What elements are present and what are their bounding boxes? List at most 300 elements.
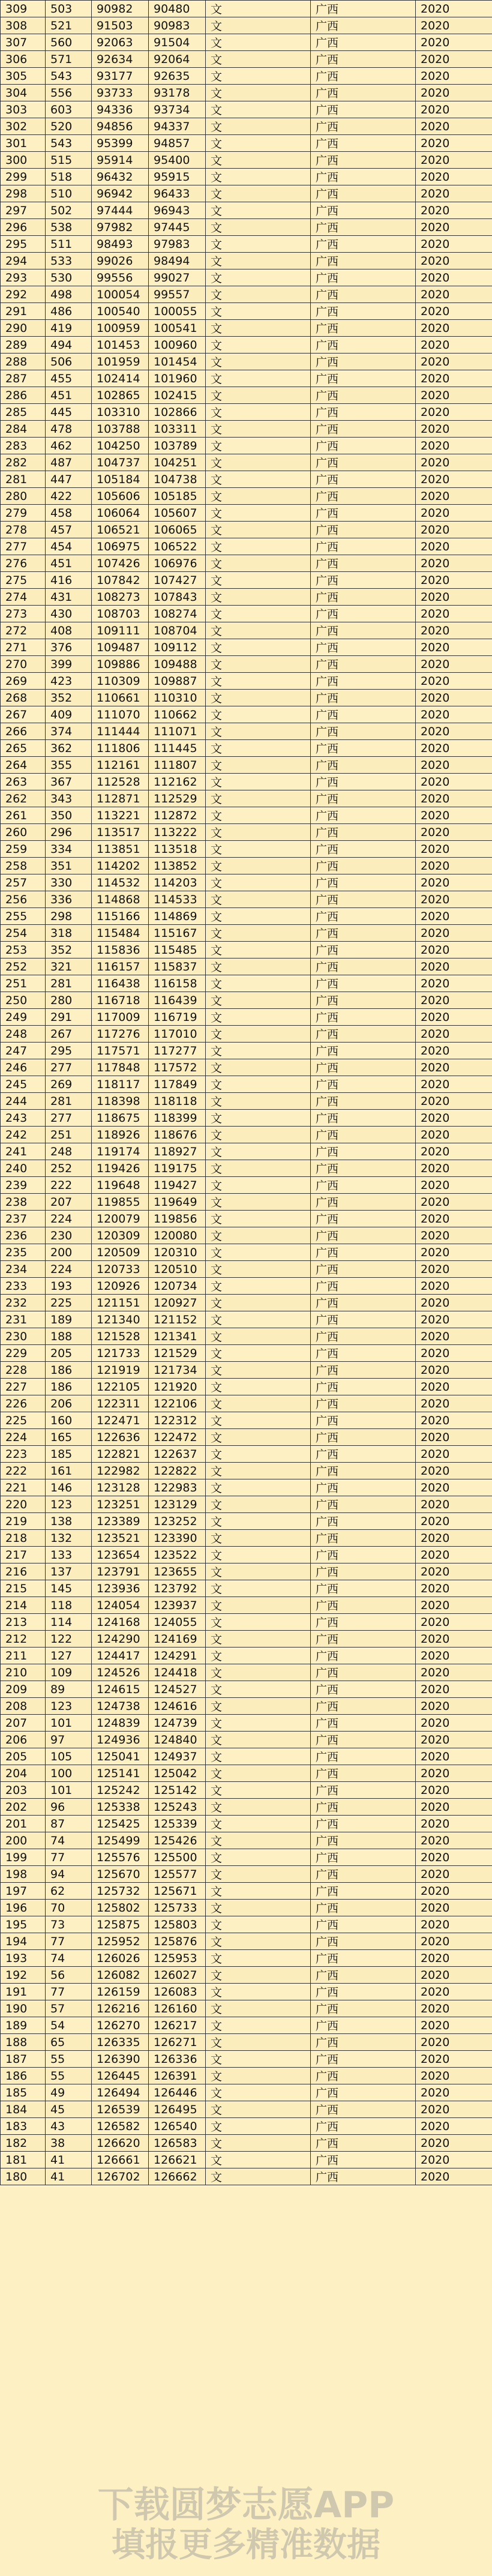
rank-low-cell: 105185 [149, 488, 206, 505]
subject-cell: 文 [206, 1984, 311, 2000]
rank-low-cell: 109887 [149, 673, 206, 690]
rank-high-cell: 94856 [92, 118, 149, 135]
province-cell: 广西 [311, 1412, 416, 1429]
rank-high-cell: 120926 [92, 1278, 149, 1295]
province-cell: 广西 [311, 1328, 416, 1345]
rank-high-cell: 124839 [92, 1715, 149, 1732]
rank-high-cell: 125242 [92, 1782, 149, 1799]
rank-low-cell: 124739 [149, 1715, 206, 1732]
score-cell: 214 [1, 1597, 46, 1614]
rank-low-cell: 111071 [149, 723, 206, 740]
province-cell: 广西 [311, 454, 416, 471]
table-row [1, 1513, 492, 1530]
province-cell: 广西 [311, 1177, 416, 1194]
rank-low-cell: 106976 [149, 555, 206, 572]
province-cell: 广西 [311, 891, 416, 908]
rank-low-cell: 115167 [149, 925, 206, 942]
table-row [1, 1026, 492, 1043]
rank-high-cell: 122821 [92, 1446, 149, 1463]
count-cell: 295 [46, 1043, 92, 1059]
province-cell: 广西 [311, 1463, 416, 1479]
table-row [1, 1732, 492, 1748]
subject-cell: 文 [206, 2017, 311, 2034]
year-cell: 2020 [416, 1866, 492, 1883]
subject-cell: 文 [206, 1463, 311, 1479]
rank-low-cell: 99557 [149, 286, 206, 303]
subject-cell: 文 [206, 219, 311, 236]
province-cell: 广西 [311, 656, 416, 673]
province-cell: 广西 [311, 236, 416, 253]
rank-low-cell: 123937 [149, 1597, 206, 1614]
score-cell: 271 [1, 639, 46, 656]
rank-low-cell: 118927 [149, 1143, 206, 1160]
score-cell: 307 [1, 34, 46, 51]
count-cell: 330 [46, 874, 92, 891]
rank-low-cell: 123522 [149, 1547, 206, 1563]
table-row [1, 1563, 492, 1580]
rank-low-cell: 117849 [149, 1076, 206, 1093]
score-cell: 233 [1, 1278, 46, 1295]
subject-cell: 文 [206, 522, 311, 538]
year-cell: 2020 [416, 2017, 492, 2034]
score-cell: 269 [1, 673, 46, 690]
subject-cell: 文 [206, 1681, 311, 1698]
score-cell: 251 [1, 975, 46, 992]
table-row [1, 1412, 492, 1429]
subject-cell: 文 [206, 790, 311, 807]
rank-high-cell: 125670 [92, 1866, 149, 1883]
score-cell: 192 [1, 1967, 46, 1984]
count-cell: 399 [46, 656, 92, 673]
score-cell: 278 [1, 522, 46, 538]
rank-high-cell: 116157 [92, 958, 149, 975]
province-cell: 广西 [311, 522, 416, 538]
count-cell: 230 [46, 1227, 92, 1244]
count-cell: 87 [46, 1816, 92, 1832]
rank-low-cell: 126495 [149, 2101, 206, 2118]
subject-cell: 文 [206, 807, 311, 824]
rank-high-cell: 120079 [92, 1211, 149, 1227]
year-cell: 2020 [416, 690, 492, 706]
province-cell: 广西 [311, 690, 416, 706]
year-cell: 2020 [416, 236, 492, 253]
province-cell: 广西 [311, 1127, 416, 1143]
table-row [1, 269, 492, 286]
province-cell: 广西 [311, 118, 416, 135]
province-cell: 广西 [311, 2034, 416, 2051]
year-cell: 2020 [416, 858, 492, 874]
rank-low-cell: 112162 [149, 774, 206, 790]
year-cell: 2020 [416, 908, 492, 925]
rank-high-cell: 125952 [92, 1933, 149, 1950]
province-cell: 广西 [311, 17, 416, 34]
subject-cell: 文 [206, 337, 311, 354]
count-cell: 334 [46, 841, 92, 858]
table-row [1, 1463, 492, 1479]
rank-high-cell: 124615 [92, 1681, 149, 1698]
subject-cell: 文 [206, 874, 311, 891]
year-cell: 2020 [416, 68, 492, 85]
year-cell: 2020 [416, 1160, 492, 1177]
rank-low-cell: 125803 [149, 1916, 206, 1933]
score-cell: 246 [1, 1059, 46, 1076]
rank-low-cell: 119427 [149, 1177, 206, 1194]
rank-low-cell: 116439 [149, 992, 206, 1009]
count-cell: 445 [46, 404, 92, 421]
subject-cell: 文 [206, 17, 311, 34]
rank-high-cell: 111806 [92, 740, 149, 757]
count-cell: 224 [46, 1261, 92, 1278]
subject-cell: 文 [206, 1614, 311, 1631]
rank-low-cell: 113222 [149, 824, 206, 841]
count-cell: 556 [46, 85, 92, 101]
rank-high-cell: 119648 [92, 1177, 149, 1194]
province-cell: 广西 [311, 1479, 416, 1496]
year-cell: 2020 [416, 1933, 492, 1950]
rank-high-cell: 126661 [92, 2152, 149, 2168]
score-cell: 272 [1, 622, 46, 639]
count-cell: 89 [46, 1681, 92, 1698]
rank-low-cell: 94337 [149, 118, 206, 135]
score-cell: 292 [1, 286, 46, 303]
rank-high-cell: 91503 [92, 17, 149, 34]
province-cell: 广西 [311, 2017, 416, 2034]
subject-cell: 文 [206, 1513, 311, 1530]
count-cell: 57 [46, 2000, 92, 2017]
score-cell: 249 [1, 1009, 46, 1026]
province-cell: 广西 [311, 286, 416, 303]
score-cell: 239 [1, 1177, 46, 1194]
rank-low-cell: 109112 [149, 639, 206, 656]
province-cell: 广西 [311, 1043, 416, 1059]
subject-cell: 文 [206, 774, 311, 790]
count-cell: 351 [46, 858, 92, 874]
subject-cell: 文 [206, 1194, 311, 1211]
year-cell: 2020 [416, 1916, 492, 1933]
table-row [1, 1933, 492, 1950]
score-cell: 232 [1, 1295, 46, 1311]
count-cell: 280 [46, 992, 92, 1009]
subject-cell: 文 [206, 606, 311, 622]
score-cell: 274 [1, 589, 46, 606]
rank-high-cell: 93177 [92, 68, 149, 85]
rank-high-cell: 122982 [92, 1463, 149, 1479]
score-cell: 221 [1, 1479, 46, 1496]
subject-cell: 文 [206, 1076, 311, 1093]
score-cell: 289 [1, 337, 46, 354]
rank-low-cell: 124937 [149, 1748, 206, 1765]
rank-low-cell: 106522 [149, 538, 206, 555]
count-cell: 267 [46, 1026, 92, 1043]
score-cell: 196 [1, 1900, 46, 1916]
count-cell: 224 [46, 1211, 92, 1227]
rank-high-cell: 103310 [92, 404, 149, 421]
subject-cell: 文 [206, 185, 311, 202]
province-cell: 广西 [311, 320, 416, 337]
subject-cell: 文 [206, 101, 311, 118]
province-cell: 广西 [311, 1782, 416, 1799]
rank-low-cell: 124840 [149, 1732, 206, 1748]
table-row [1, 1059, 492, 1076]
year-cell: 2020 [416, 1597, 492, 1614]
province-cell: 广西 [311, 1967, 416, 1984]
table-row [1, 522, 492, 538]
province-cell: 广西 [311, 1295, 416, 1311]
province-cell: 广西 [311, 2118, 416, 2135]
rank-high-cell: 111070 [92, 706, 149, 723]
rank-low-cell: 98494 [149, 253, 206, 269]
year-cell: 2020 [416, 152, 492, 169]
table-row [1, 1816, 492, 1832]
year-cell: 2020 [416, 572, 492, 589]
province-cell: 广西 [311, 1395, 416, 1412]
subject-cell: 文 [206, 118, 311, 135]
table-row [1, 454, 492, 471]
rank-low-cell: 118399 [149, 1110, 206, 1127]
subject-cell: 文 [206, 471, 311, 488]
province-cell: 广西 [311, 85, 416, 101]
year-cell: 2020 [416, 1614, 492, 1631]
count-cell: 65 [46, 2034, 92, 2051]
count-cell: 74 [46, 1832, 92, 1849]
score-cell: 180 [1, 2168, 46, 2185]
table-row [1, 975, 492, 992]
subject-cell: 文 [206, 1631, 311, 1648]
province-cell: 广西 [311, 1984, 416, 2000]
rank-high-cell: 126582 [92, 2118, 149, 2135]
subject-cell: 文 [206, 505, 311, 522]
score-cell: 242 [1, 1127, 46, 1143]
table-row [1, 169, 492, 185]
rank-low-cell: 121734 [149, 1362, 206, 1379]
table-row [1, 723, 492, 740]
table-row [1, 1211, 492, 1227]
table-row [1, 774, 492, 790]
year-cell: 2020 [416, 1110, 492, 1127]
score-cell: 303 [1, 101, 46, 118]
count-cell: 54 [46, 2017, 92, 2034]
year-cell: 2020 [416, 1379, 492, 1395]
rank-high-cell: 123521 [92, 1530, 149, 1547]
subject-cell: 文 [206, 1043, 311, 1059]
rank-low-cell: 93734 [149, 101, 206, 118]
score-cell: 270 [1, 656, 46, 673]
table-row [1, 1446, 492, 1463]
score-cell: 285 [1, 404, 46, 421]
score-cell: 257 [1, 874, 46, 891]
province-cell: 广西 [311, 1244, 416, 1261]
year-cell: 2020 [416, 1043, 492, 1059]
province-cell: 广西 [311, 253, 416, 269]
rank-high-cell: 118675 [92, 1110, 149, 1127]
table-row [1, 286, 492, 303]
subject-cell: 文 [206, 1395, 311, 1412]
count-cell: 269 [46, 1076, 92, 1093]
province-cell: 广西 [311, 555, 416, 572]
rank-high-cell: 123128 [92, 1479, 149, 1496]
rank-low-cell: 125671 [149, 1883, 206, 1900]
rank-low-cell: 90983 [149, 17, 206, 34]
rank-high-cell: 121919 [92, 1362, 149, 1379]
table-row [1, 1748, 492, 1765]
count-cell: 298 [46, 908, 92, 925]
count-cell: 343 [46, 790, 92, 807]
rank-high-cell: 121151 [92, 1295, 149, 1311]
table-row [1, 690, 492, 706]
rank-low-cell: 103789 [149, 438, 206, 454]
rank-low-cell: 100541 [149, 320, 206, 337]
table-row [1, 673, 492, 690]
rank-high-cell: 97982 [92, 219, 149, 236]
rank-low-cell: 115485 [149, 942, 206, 958]
count-cell: 487 [46, 454, 92, 471]
rank-low-cell: 119175 [149, 1160, 206, 1177]
rank-high-cell: 108703 [92, 606, 149, 622]
score-cell: 243 [1, 1110, 46, 1127]
year-cell: 2020 [416, 404, 492, 421]
year-cell: 2020 [416, 1362, 492, 1379]
score-cell: 253 [1, 942, 46, 958]
subject-cell: 文 [206, 858, 311, 874]
count-cell: 376 [46, 639, 92, 656]
province-cell: 广西 [311, 2068, 416, 2084]
rank-low-cell: 114869 [149, 908, 206, 925]
score-cell: 235 [1, 1244, 46, 1261]
rank-high-cell: 100540 [92, 303, 149, 320]
rank-high-cell: 125732 [92, 1883, 149, 1900]
rank-low-cell: 126540 [149, 2118, 206, 2135]
rank-high-cell: 118398 [92, 1093, 149, 1110]
rank-low-cell: 125876 [149, 1933, 206, 1950]
table-row [1, 85, 492, 101]
table-row [1, 2000, 492, 2017]
subject-cell: 文 [206, 1547, 311, 1563]
table-row [1, 874, 492, 891]
rank-low-cell: 108274 [149, 606, 206, 622]
subject-cell: 文 [206, 202, 311, 219]
subject-cell: 文 [206, 1530, 311, 1547]
score-cell: 301 [1, 135, 46, 152]
count-cell: 77 [46, 1984, 92, 2000]
year-cell: 2020 [416, 1547, 492, 1563]
count-cell: 409 [46, 706, 92, 723]
province-cell: 广西 [311, 337, 416, 354]
subject-cell: 文 [206, 34, 311, 51]
province-cell: 广西 [311, 421, 416, 438]
year-cell: 2020 [416, 1782, 492, 1799]
rank-high-cell: 116438 [92, 975, 149, 992]
rank-low-cell: 120310 [149, 1244, 206, 1261]
score-cell: 284 [1, 421, 46, 438]
year-cell: 2020 [416, 723, 492, 740]
rank-high-cell: 110309 [92, 673, 149, 690]
year-cell: 2020 [416, 1059, 492, 1076]
province-cell: 广西 [311, 2135, 416, 2152]
year-cell: 2020 [416, 1631, 492, 1648]
province-cell: 广西 [311, 1563, 416, 1580]
year-cell: 2020 [416, 1412, 492, 1429]
table-row [1, 253, 492, 269]
year-cell: 2020 [416, 942, 492, 958]
rank-low-cell: 123655 [149, 1563, 206, 1580]
year-cell: 2020 [416, 925, 492, 942]
province-cell: 广西 [311, 1496, 416, 1513]
score-cell: 238 [1, 1194, 46, 1211]
subject-cell: 文 [206, 454, 311, 471]
subject-cell: 文 [206, 1597, 311, 1614]
count-cell: 127 [46, 1648, 92, 1664]
score-cell: 280 [1, 488, 46, 505]
province-cell: 广西 [311, 101, 416, 118]
rank-high-cell: 106521 [92, 522, 149, 538]
year-cell: 2020 [416, 1580, 492, 1597]
subject-cell: 文 [206, 1429, 311, 1446]
table-row [1, 2034, 492, 2051]
score-cell: 308 [1, 17, 46, 34]
score-cell: 234 [1, 1261, 46, 1278]
rank-high-cell: 117571 [92, 1043, 149, 1059]
score-cell: 245 [1, 1076, 46, 1093]
province-cell: 广西 [311, 1614, 416, 1631]
count-cell: 367 [46, 774, 92, 790]
year-cell: 2020 [416, 1295, 492, 1311]
rank-high-cell: 121340 [92, 1311, 149, 1328]
rank-low-cell: 102866 [149, 404, 206, 421]
count-cell: 132 [46, 1530, 92, 1547]
rank-high-cell: 109487 [92, 639, 149, 656]
rank-high-cell: 92063 [92, 34, 149, 51]
score-cell: 203 [1, 1782, 46, 1799]
rank-high-cell: 93733 [92, 85, 149, 101]
subject-cell: 文 [206, 1496, 311, 1513]
rank-low-cell: 112872 [149, 807, 206, 824]
rank-high-cell: 113851 [92, 841, 149, 858]
province-cell: 广西 [311, 774, 416, 790]
subject-cell: 文 [206, 1328, 311, 1345]
score-cell: 217 [1, 1547, 46, 1563]
score-cell: 259 [1, 841, 46, 858]
count-cell: 506 [46, 354, 92, 370]
province-cell: 广西 [311, 354, 416, 370]
table-row [1, 2051, 492, 2068]
table-row [1, 1967, 492, 1984]
subject-cell: 文 [206, 1950, 311, 1967]
table-row [1, 1950, 492, 1967]
table-row [1, 1093, 492, 1110]
year-cell: 2020 [416, 1748, 492, 1765]
table-row [1, 1681, 492, 1698]
province-cell: 广西 [311, 1883, 416, 1900]
province-cell: 广西 [311, 1950, 416, 1967]
subject-cell: 文 [206, 824, 311, 841]
rank-high-cell: 102414 [92, 370, 149, 387]
subject-cell: 文 [206, 572, 311, 589]
year-cell: 2020 [416, 320, 492, 337]
table-row [1, 1698, 492, 1715]
rank-low-cell: 116719 [149, 1009, 206, 1026]
rank-high-cell: 122311 [92, 1395, 149, 1412]
score-cell: 293 [1, 269, 46, 286]
rank-high-cell: 92634 [92, 51, 149, 68]
table-row [1, 824, 492, 841]
subject-cell: 文 [206, 1093, 311, 1110]
score-cell: 183 [1, 2118, 46, 2135]
province-cell: 广西 [311, 1379, 416, 1395]
year-cell: 2020 [416, 1664, 492, 1681]
table-row [1, 1295, 492, 1311]
province-cell: 广西 [311, 169, 416, 185]
subject-cell: 文 [206, 2168, 311, 2185]
